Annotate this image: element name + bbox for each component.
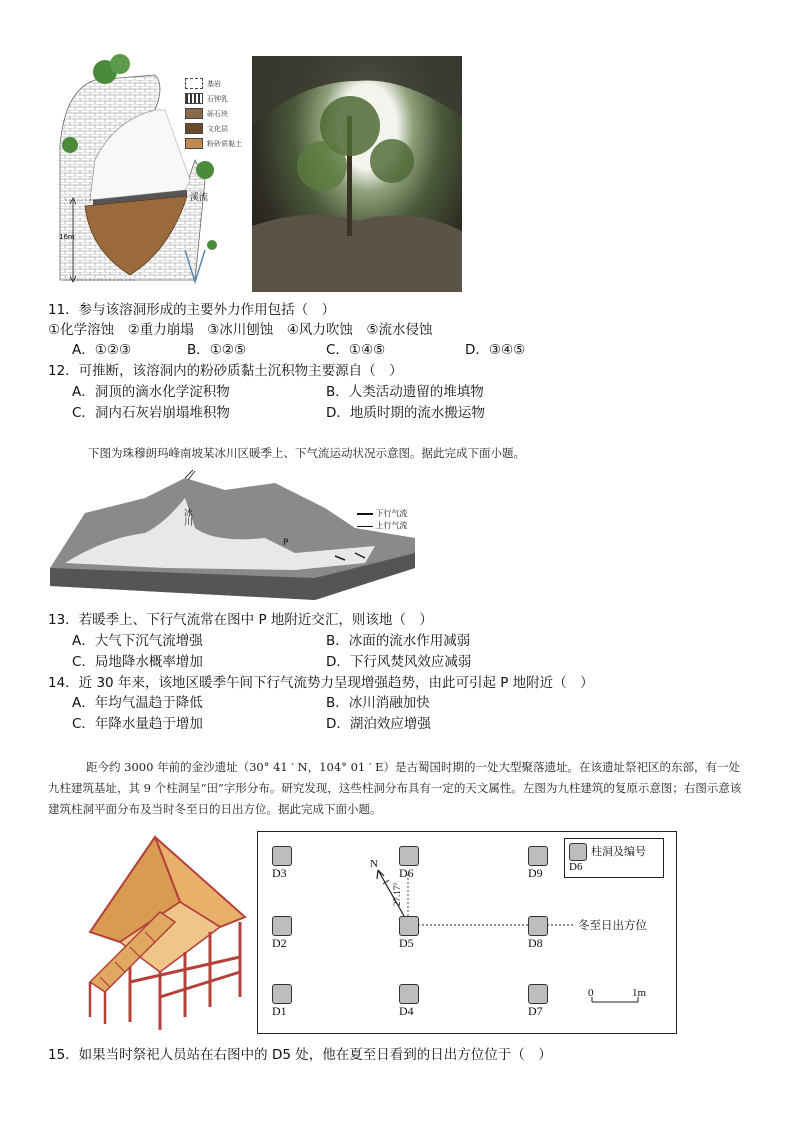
bedrock-swatch — [185, 78, 203, 89]
pillar-building-diagram — [60, 832, 255, 1030]
angle-label: 27.17° — [392, 882, 402, 906]
scale-zero: 0 — [588, 987, 594, 999]
q12-option-d[interactable]: D．地质时期的流水搬运物 — [326, 405, 485, 421]
q12-option-a[interactable]: A．洞顶的滴水化学淀积物 — [72, 384, 230, 400]
post-label-d1: D1 — [272, 1004, 287, 1018]
q11-option-d[interactable]: D．③④⑤ — [465, 342, 526, 358]
pillar-legend — [564, 838, 664, 878]
cave-photo — [252, 56, 462, 292]
legend-down: 下行气流 — [357, 508, 408, 520]
p-label: P — [283, 538, 289, 548]
q14-option-b[interactable]: B．冰川消融加快 — [326, 695, 430, 711]
gravel-swatch — [185, 108, 203, 119]
post-label-d3: D3 — [272, 866, 287, 880]
q14-option-d[interactable]: D．湖泊效应增强 — [326, 716, 431, 732]
q13-option-d[interactable]: D．下行风焚风效应减弱 — [326, 654, 472, 670]
q14-option-c[interactable]: C．年降水量趋于增加 — [72, 716, 203, 732]
clay-swatch — [185, 138, 203, 149]
q14-option-a[interactable]: A．年均气温趋于降低 — [72, 695, 203, 711]
legend-post-id: D6 — [569, 861, 583, 873]
post-label-d7: D7 — [528, 1004, 543, 1018]
q12-option-c[interactable]: C．洞内石灰岩崩塌堆积物 — [72, 405, 230, 421]
intro-jinsha: 距今约 3000 年前的金沙遗址（30° 41 ′ N，104° 01 ′ E）是古蜀国时期的一处大型聚落遗址。在该遗址祭祀区的东部，有一处九柱建筑基址，其 9 个柱洞呈“田”字形分布。研究发现，这些柱洞分布具有一定的天文属性。左图为九柱建筑的复原示意图；右图示意该建筑柱洞平面分布及当时冬至日的日出方位。据此完成下面小题。 — [48, 760, 742, 816]
glacier-legend — [357, 508, 408, 532]
legend-item: 石钟乳 — [207, 94, 228, 103]
legend-item: 文化层 — [207, 124, 228, 133]
glacier-diagram — [45, 468, 425, 602]
legend-post-text: 柱洞及编号 — [591, 845, 646, 858]
legend-up: 上行气流 — [357, 520, 408, 532]
cave-photo-svg — [252, 56, 462, 292]
q12-option-b[interactable]: B．人类活动遗留的堆填物 — [326, 384, 484, 400]
cave-diagram — [55, 50, 250, 292]
culture-layer-swatch — [185, 123, 203, 134]
q11-stem: 11．参与该溶洞形成的主要外力作用包括（ ） — [48, 302, 336, 318]
stream-label: 溪流 — [190, 193, 209, 203]
north-label: N — [370, 858, 378, 870]
height-label: 16m — [59, 233, 75, 241]
scale-length: 1m — [632, 987, 647, 999]
q11-option-c[interactable]: C．①④⑤ — [326, 342, 386, 358]
glacier-label: 冰川 — [182, 508, 192, 526]
q14-stem: 14．近 30 年来，该地区暖季午间下行气流势力呈现增强趋势，由此可引起 P 地附近（ ） — [48, 675, 594, 691]
q13-stem: 13．若暖季上、下行气流常在图中 P 地附近交汇，则该地（ ） — [48, 612, 433, 628]
post-label-d4: D4 — [399, 1004, 414, 1018]
q13-option-c[interactable]: C．局地降水概率增加 — [72, 654, 203, 670]
q11-option-a[interactable]: A．①②③ — [72, 342, 132, 358]
sunrise-label: 冬至日出方位 — [578, 918, 647, 932]
intro-glacier: 下图为珠穆朗玛峰南坡某冰川区暖季上、下气流运动状况示意图。据此完成下面小题。 — [88, 446, 525, 460]
post-label-d8: D8 — [528, 936, 543, 950]
legend-item: 砾石块 — [207, 109, 228, 118]
q12-stem: 12．可推断，该溶洞内的粉砂质黏土沉积物主要源自（ ） — [48, 363, 403, 379]
glacier-block-svg — [45, 468, 425, 602]
q13-option-b[interactable]: B．冰面的流水作用减弱 — [326, 633, 471, 649]
legend-item: 基岩 — [207, 79, 221, 88]
post-label-d6: D6 — [399, 866, 414, 880]
legend-item: 粉砂质黏土 — [207, 139, 242, 148]
pillar-building-svg — [60, 832, 255, 1030]
pillar-layout-diagram — [257, 831, 677, 1034]
q11-items: ①化学溶蚀 ②重力崩塌 ③冰川刨蚀 ④风力吹蚀 ⑤流水侵蚀 — [48, 322, 433, 338]
legend-post-swatch — [569, 843, 587, 861]
post-label-d9: D9 — [528, 866, 543, 880]
stalactite-swatch — [185, 93, 203, 104]
post-label-d2: D2 — [272, 936, 287, 950]
q11-option-b[interactable]: B．①②⑤ — [187, 342, 247, 358]
q15-stem: 15．如果当时祭祀人员站在右图中的 D5 处，他在夏至日看到的日出方位位于（ ） — [48, 1047, 552, 1063]
q13-option-a[interactable]: A．大气下沉气流增强 — [72, 633, 203, 649]
post-label-d5: D5 — [399, 936, 414, 950]
